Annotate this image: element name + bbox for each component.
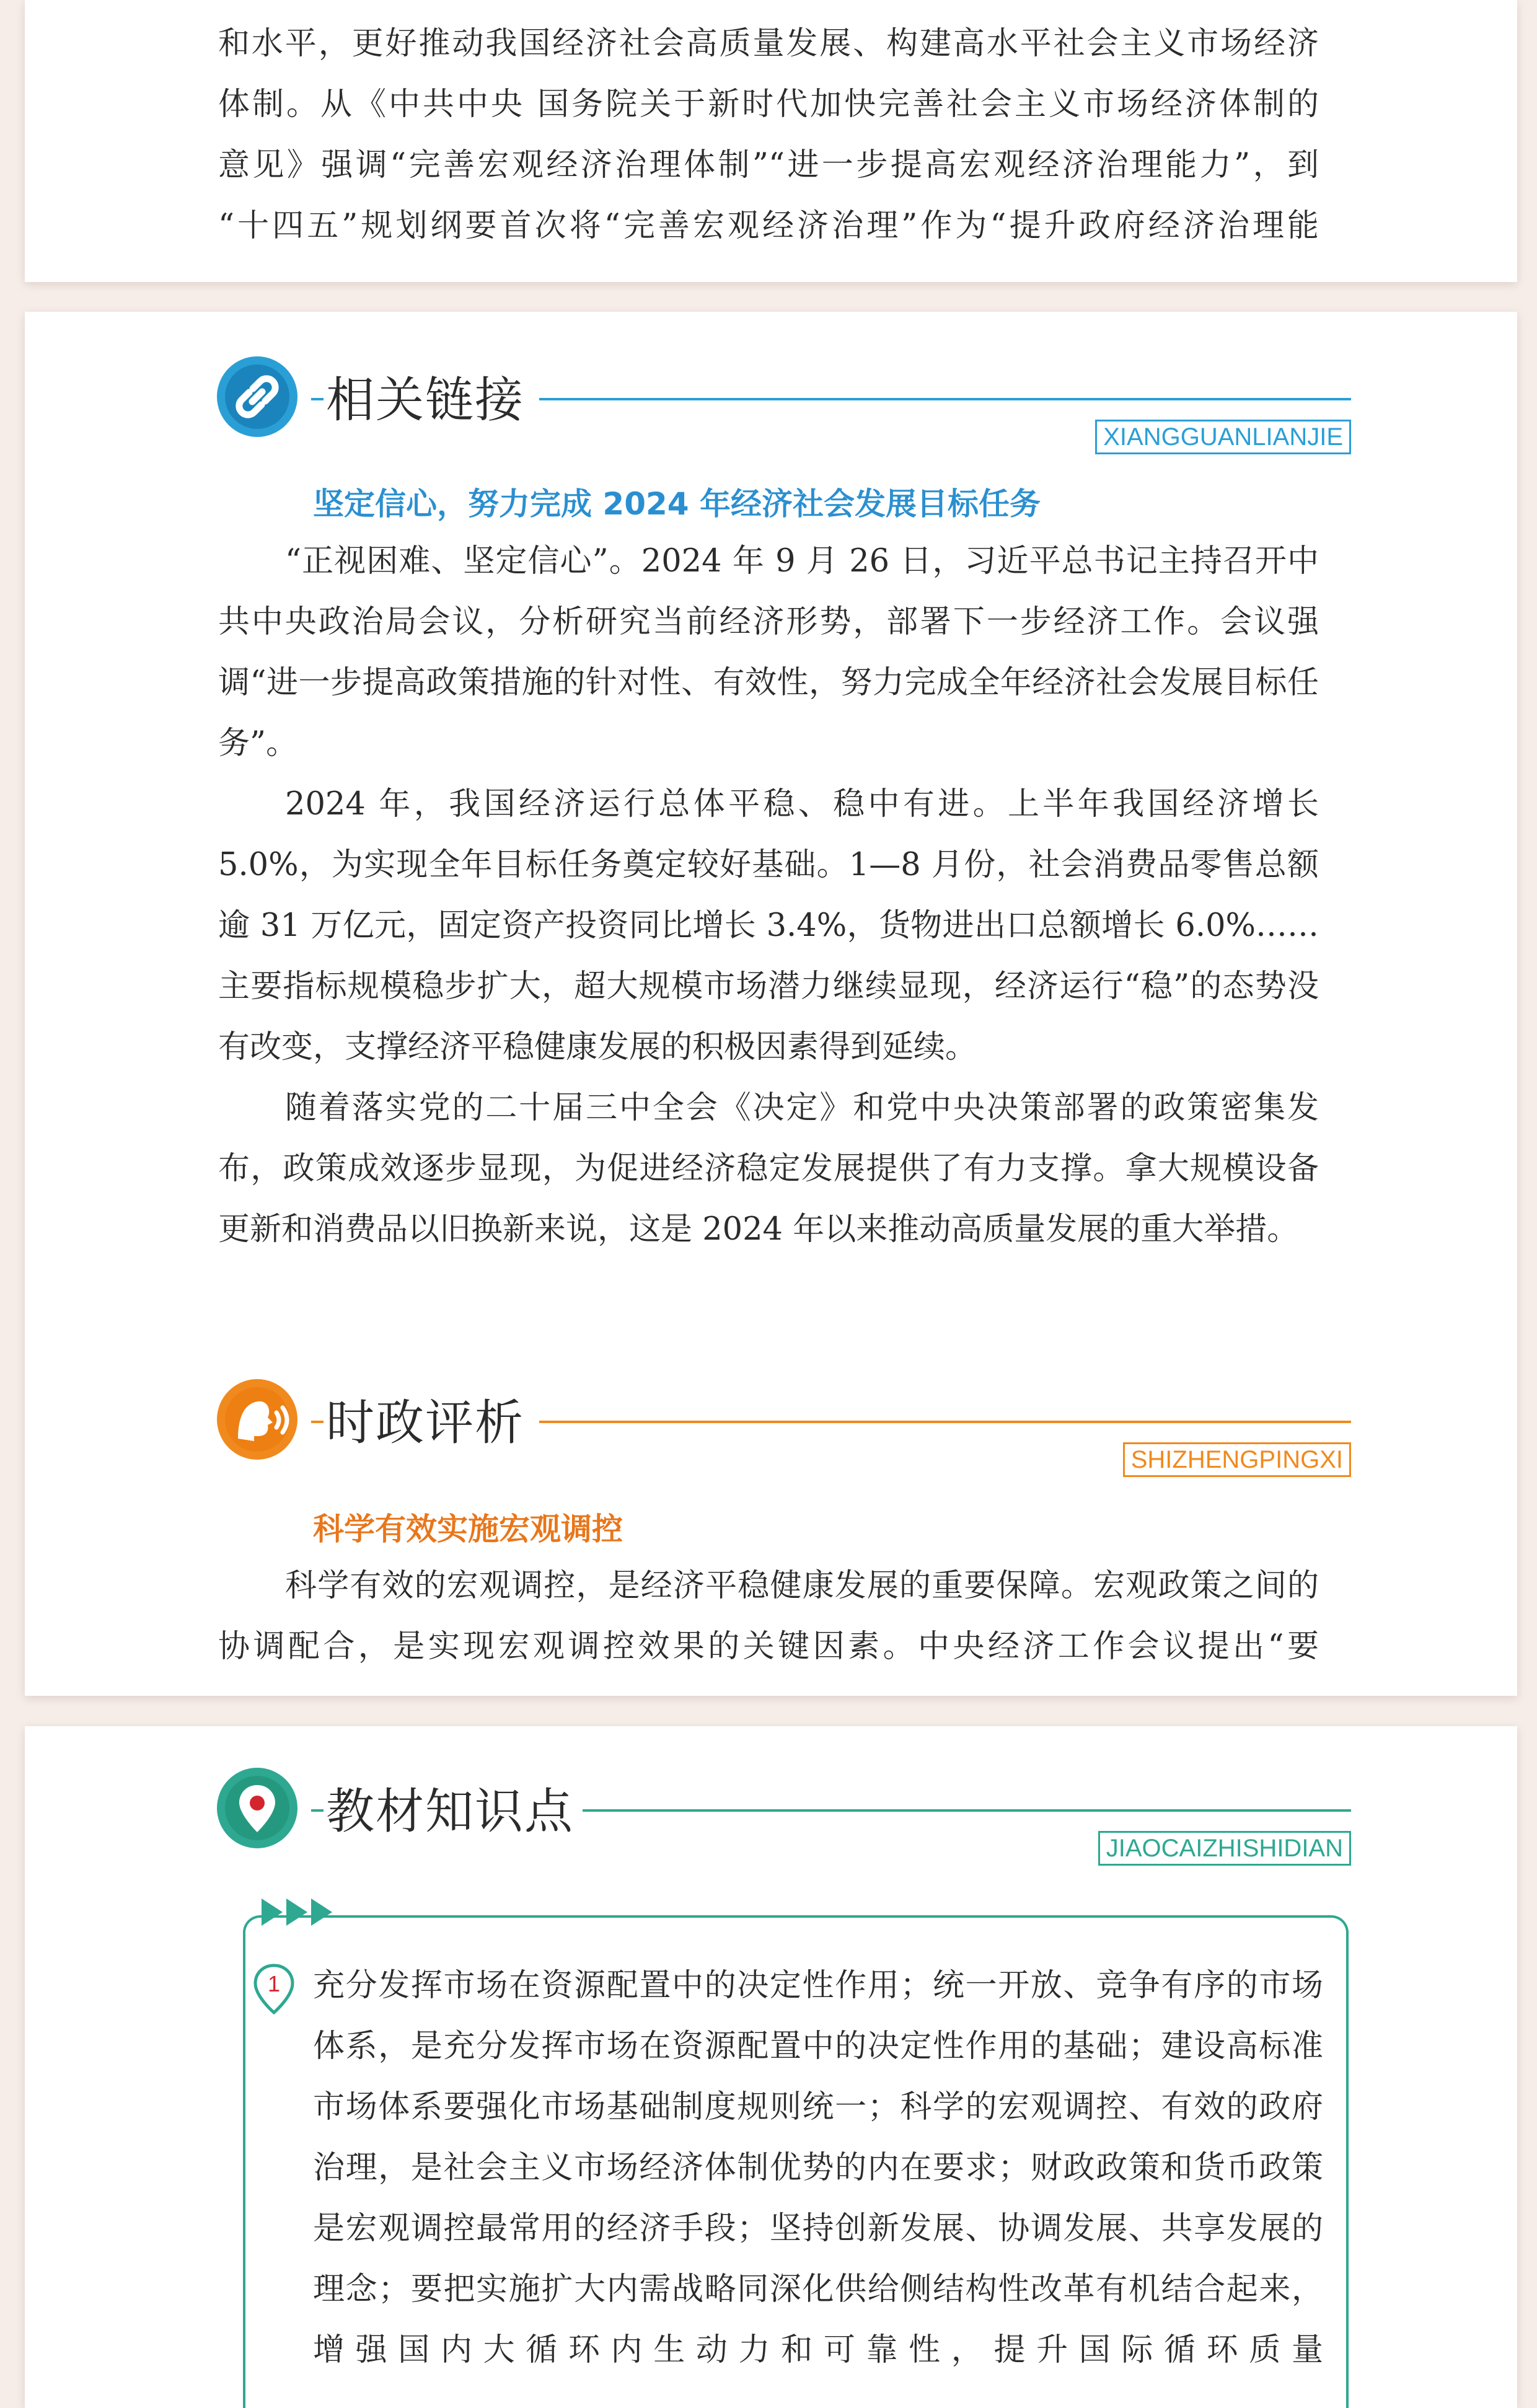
section-title: 时政评析: [326, 1395, 525, 1451]
header-dash: [311, 398, 324, 400]
section-tag: SHIZHENGPINGXI: [1123, 1442, 1351, 1477]
speaking-head-icon: [217, 1379, 297, 1460]
section-header-knowledge: [217, 1762, 1351, 1862]
section-title: 相关链接: [326, 373, 525, 428]
body-line: 和水平，更好推动我国经济社会高质量发展、构建高水平社会主义市场经济: [218, 25, 1319, 62]
header-rule: [539, 1421, 1351, 1423]
link-icon: [217, 356, 297, 437]
section-header-related: [217, 350, 1351, 451]
analysis-subtitle: 科学有效实施宏观调控: [313, 1511, 623, 1547]
header-rule: [539, 398, 1351, 400]
location-pin-icon: [217, 1768, 297, 1848]
section-tag: XIANGGUANLIANJIE: [1095, 420, 1351, 454]
body-line: 体制。从《中共中央 国务院关于新时代加快完善社会主义市场经济体制的: [218, 86, 1319, 123]
marker-number: 1: [267, 1971, 281, 1996]
header-rule: [583, 1809, 1351, 1812]
related-paragraph-2: 2024 年，我国经济运行总体平稳、稳中有进。上半年我国经济增长 5.0%，为实现全年目标任务奠定较好基础。1—8 月份，社会消费品零售总额逾 31 万亿元，固定资产投资同比增长 3.4%，货物进出口总额增长 6.0%……主要指标规模稳步扩大，超大规模市场潜力继续显现，经济运行“稳”的态势没有改变，支撑经济平稳健康发展的积极因素得到延续。: [218, 786, 1319, 1065]
article-card-bottom: [25, 1726, 1517, 2408]
section-header-analysis: [217, 1373, 1351, 1473]
number-pin-icon: [249, 1962, 299, 2020]
body-line: “十四五”规划纲要首次将“完善宏观经济治理”作为“提升政府经济治理能: [218, 208, 1319, 244]
article-card-top: [25, 0, 1517, 282]
header-dash: [311, 1421, 324, 1423]
analysis-paragraph-1: 科学有效的宏观调控，是经济平稳健康发展的重要保障。宏观政策之间的协调配合，是实现宏观调控效果的关键因素。中央经济工作会议提出“要: [218, 1568, 1319, 1665]
related-paragraph-3: 随着落实党的二十届三中全会《决定》和党中央决策部署的政策密集发布，政策成效逐步显现，为促进经济稳定发展提供了有力支撑。拿大规模设备更新和消费品以旧换新来说，这是 2024 年以来推动高质量发展的重大举措。: [218, 1090, 1319, 1248]
related-subtitle: 坚定信心，努力完成 2024 年经济社会发展目标任务: [313, 486, 1041, 522]
knowledge-paragraph-1: 充分发挥市场在资源配置中的决定性作用；统一开放、竞争有序的市场体系，是充分发挥市场在资源配置中的决定性作用的基础；建设高标准市场体系要强化市场基础制度规则统一；科学的宏观调控、有效的政府治理，是社会主义市场经济体制优势的内在要求；财政政策和货币政策是宏观调控最常用的经济手段；坚持创新发展、协调发展、共享发展的理念；要把实施扩大内需战略同深化供给侧结构性改革有机结合起来，增强国内大循环内生动力和可靠性，提升国际循环质量: [313, 1967, 1323, 2368]
section-title: 教材知识点: [326, 1784, 575, 1840]
triple-arrow-icon: [255, 1894, 342, 1933]
section-tag: JIAOCAIZHISHIDIAN: [1098, 1831, 1351, 1866]
header-dash: [311, 1809, 324, 1812]
article-card-middle: [25, 312, 1517, 1696]
related-paragraph-1: “正视困难、坚定信心”。2024 年 9 月 26 日，习近平总书记主持召开中共中央政治局会议，分析研究当前经济形势，部署下一步经济工作。会议强调“进一步提高政策措施的针对性、有效性，努力完成全年经济社会发展目标任务”。: [218, 543, 1319, 762]
body-line: 意见》强调“完善宏观经济治理体制”“进一步提高宏观经济治理能力”，到: [218, 147, 1319, 183]
